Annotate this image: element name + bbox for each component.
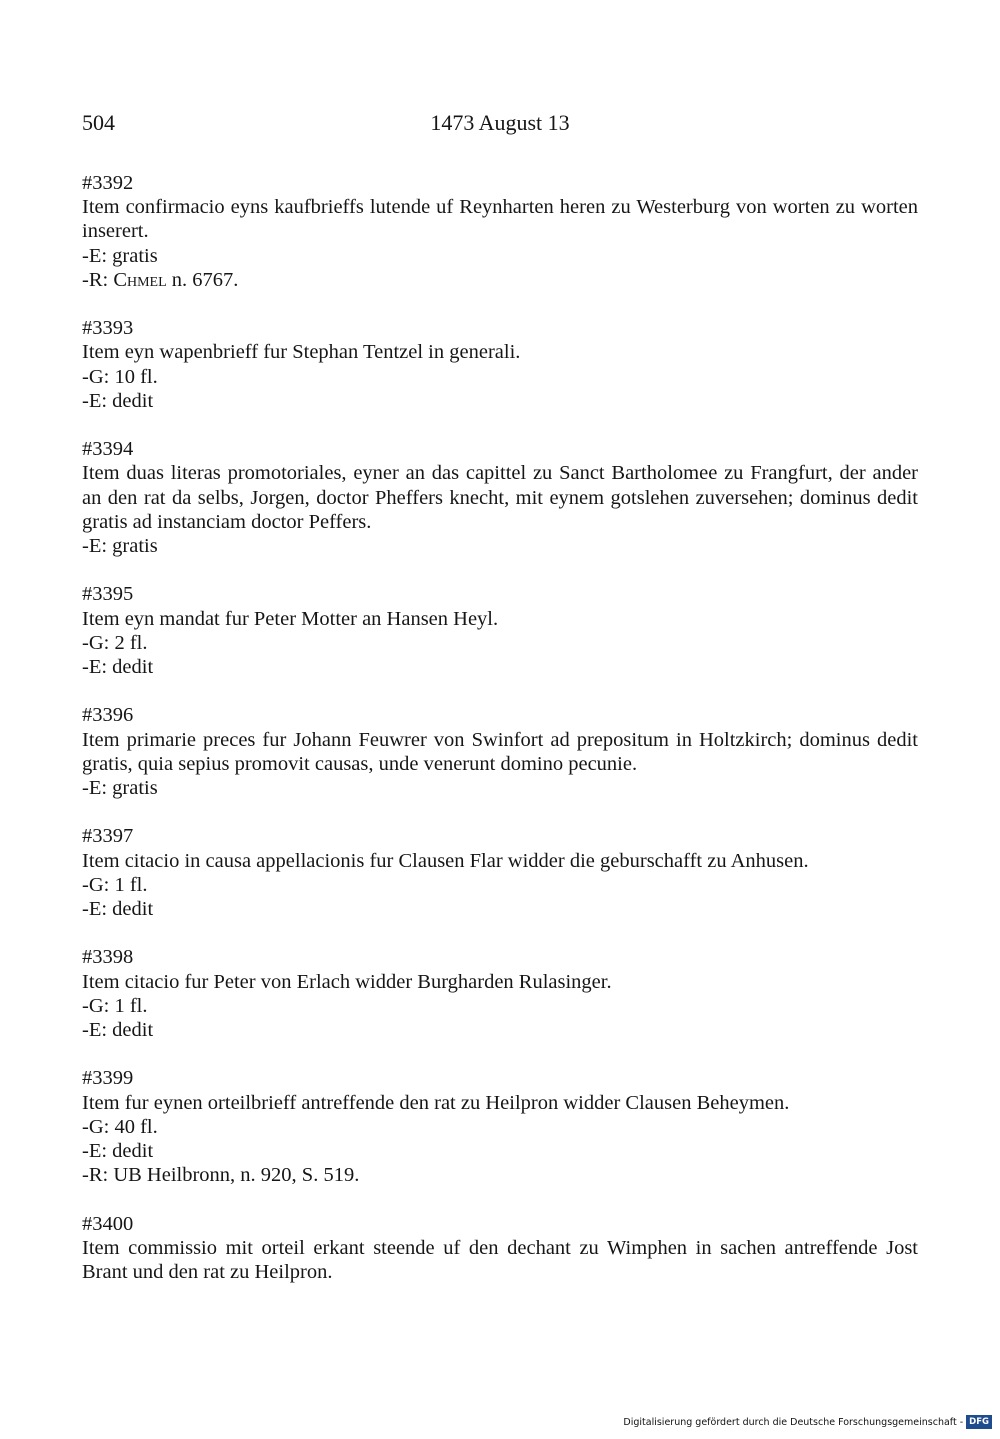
entry-detail-line: -E: dedit (82, 1019, 154, 1042)
dfg-logo-icon: DFG (966, 1415, 992, 1429)
entry-detail-line: -E: gratis (82, 244, 158, 267)
entry-3392 (82, 171, 918, 292)
entry-3395 (82, 582, 918, 679)
credit-text: Digitalisierung gefördert durch die Deutsche Forschungsgemeinschaft - (623, 1416, 964, 1428)
entry-id: #3400 (82, 1212, 134, 1235)
entry-detail-line: -E: dedit (82, 1140, 154, 1163)
entry-detail-line: -G: 2 fl. (82, 631, 148, 654)
entry-3398 (82, 945, 918, 1042)
page-header (82, 108, 918, 138)
entry-3400 (82, 1212, 918, 1285)
entry-id: #3393 (82, 317, 134, 340)
reference-prefix: -R: (82, 268, 114, 291)
entry-reference-line: -R: UB Heilbronn, n. 920, S. 519. (82, 1164, 360, 1187)
entry-3397 (82, 824, 918, 921)
entry-text: Item citacio fur Peter von Erlach widder Burgharden Rulasinger. (82, 970, 612, 993)
entry-text: Item fur eynen orteilbrieff antreffende den rat zu Heilpron widder Clausen Beheymen. (82, 1091, 790, 1114)
entry-detail-line: -G: 40 fl. (82, 1115, 158, 1138)
entry-id: #3398 (82, 946, 134, 969)
digitization-credit (623, 1413, 992, 1431)
entry-detail-line: -G: 1 fl. (82, 994, 148, 1017)
entry-detail-line: -E: dedit (82, 898, 154, 921)
entry-3399 (82, 1066, 918, 1187)
entry-text: Item eyn mandat fur Peter Motter an Hansen Heyl. (82, 607, 499, 630)
entry-3394 (82, 437, 918, 558)
entry-detail-line: -E: dedit (82, 389, 154, 412)
entry-id: #3397 (82, 825, 134, 848)
entry-text: Item confirmacio eyns kaufbrieffs lutende uf Reynharten heren zu Westerburg von worten zu worten inserert. (82, 196, 918, 243)
entry-text: Item primarie preces fur Johann Feuwrer von Swinfort ad prepositum in Holtzkirch; dominus dedit gratis, quia sepius promovit causas, unde venerunt domino pecunie. (82, 728, 918, 775)
running-title: 1473 August 13 (430, 110, 570, 135)
entry-text: Item commissio mit orteil erkant steende uf den dechant zu Wimphen in sachen antreffende Jost Brant und den rat zu Heilpron. (82, 1236, 918, 1284)
entry-id: #3394 (82, 438, 134, 461)
reference-detail: n. 6767. (166, 268, 239, 291)
entry-detail-line: -E: gratis (82, 535, 158, 558)
entry-detail-line: -E: dedit (82, 656, 154, 679)
entry-list (82, 171, 918, 1308)
entry-detail-line: -G: 10 fl. (82, 365, 158, 388)
entry-id: #3392 (82, 172, 134, 194)
entry-text: Item eyn wapenbrieff fur Stephan Tentzel in generali. (82, 341, 521, 364)
reference-source: Chmel (113, 268, 167, 291)
entry-3393 (82, 316, 918, 413)
entry-detail-line: -E: gratis (82, 777, 158, 800)
entry-3396 (82, 703, 918, 800)
entry-detail-line: -G: 1 fl. (82, 873, 148, 896)
entry-reference-line (82, 268, 918, 292)
entry-id: #3395 (82, 583, 134, 606)
entry-text: Item duas literas promotoriales, eyner an das capittel zu Sanct Bartholomee zu Frangfurt, der ander an den rat da selbs, Jorgen, doctor Pheffers knecht, mit eynem gotslehen zuversehen; dominus dedit gratis ad instanciam doctor Peffers. (82, 462, 918, 533)
page-number: 504 (82, 110, 115, 135)
entry-text: Item citacio in causa appellacionis fur Clausen Flar widder die geburschafft zu Anhusen. (82, 849, 809, 872)
entry-id: #3399 (82, 1067, 134, 1090)
entry-id: #3396 (82, 704, 134, 727)
